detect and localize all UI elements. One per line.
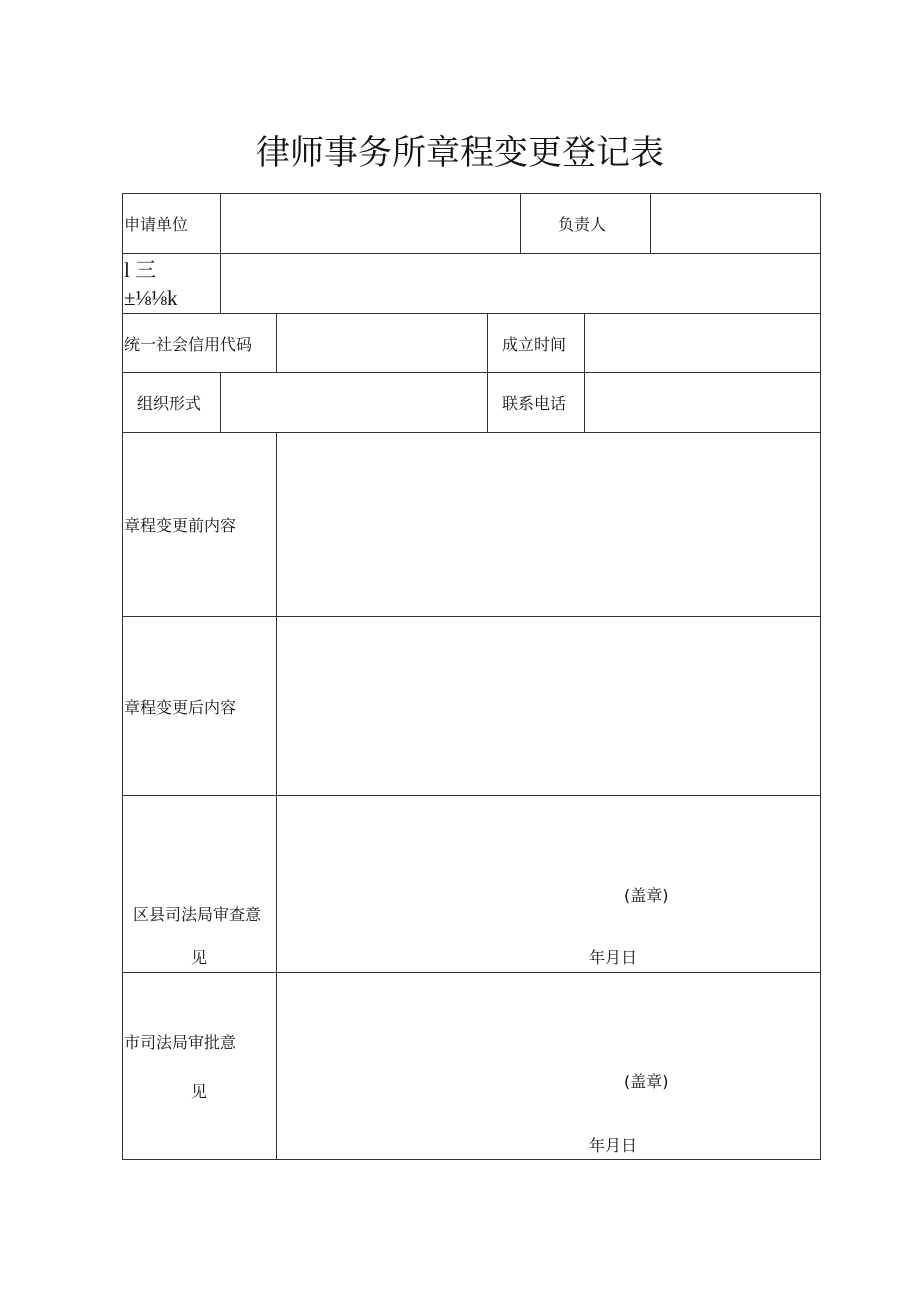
column-divider	[487, 372, 488, 432]
address-label-line1: l 三	[124, 258, 157, 282]
phone-field[interactable]	[585, 373, 820, 432]
after-content-field[interactable]	[277, 617, 820, 795]
phone-label: 联系电话	[502, 394, 567, 413]
city-approval-field[interactable]	[277, 973, 820, 1159]
column-divider	[487, 313, 488, 372]
established-field[interactable]	[585, 314, 820, 372]
before-content-label: 章程变更前内容	[124, 516, 237, 535]
table-border-bottom	[122, 1159, 821, 1160]
established-label: 成立时间	[502, 335, 567, 354]
district-review-field[interactable]	[277, 796, 820, 972]
city-seal-text: (盖章)	[624, 1072, 669, 1091]
org-form-field[interactable]	[221, 373, 487, 432]
address-field[interactable]	[221, 254, 820, 313]
applicant-field[interactable]	[221, 194, 520, 253]
table-border-left	[122, 193, 123, 1160]
district-review-label-line2: 见	[191, 948, 208, 967]
address-label-line2: ±⅛⅛k	[124, 286, 178, 310]
city-approval-label-line1: 市司法局审批意	[124, 1033, 237, 1052]
district-seal-text: (盖章)	[624, 886, 669, 905]
before-content-field[interactable]	[277, 433, 820, 616]
responsible-label: 负责人	[558, 215, 607, 234]
after-content-label: 章程变更后内容	[124, 698, 237, 717]
city-approval-label-line2: 见	[191, 1082, 208, 1101]
district-review-label-line1: 区县司法局审查意	[133, 905, 262, 924]
credit-code-label: 统一社会信用代码	[124, 335, 253, 354]
table-border-right	[820, 193, 821, 1160]
column-divider	[520, 193, 521, 253]
page-title: 律师事务所章程变更登记表	[256, 133, 664, 173]
district-date-text: 年月日	[589, 948, 638, 967]
responsible-field[interactable]	[651, 194, 820, 253]
applicant-label: 申请单位	[124, 215, 189, 234]
org-form-label: 组织形式	[137, 394, 202, 413]
city-date-text: 年月日	[589, 1136, 638, 1155]
credit-code-field[interactable]	[277, 314, 487, 372]
